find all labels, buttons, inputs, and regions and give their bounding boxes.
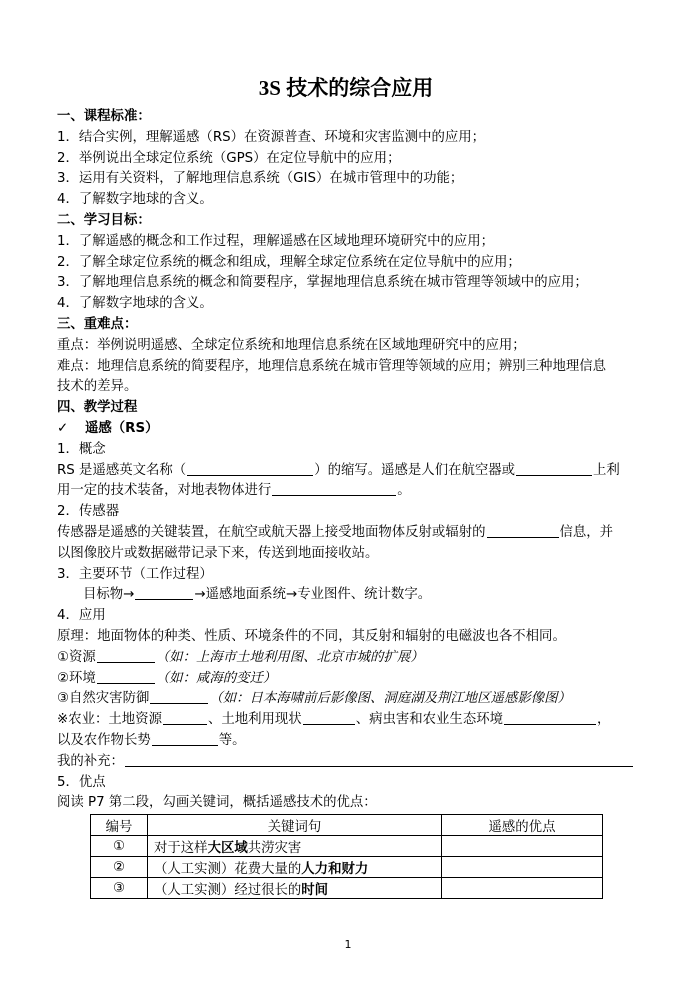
fill-blank-disaster[interactable] — [150, 689, 208, 704]
focus-text: 重点：举例说明遥感、全球定位系统和地理信息系统在区域地理研究中的应用； — [57, 337, 526, 353]
app-disaster — [57, 689, 635, 710]
concept-heading: 1．概念 — [57, 441, 106, 457]
difficulty-text: 难点：地理信息系统的简要程序，地理信息系统在城市管理等领域的应用；辨别三种地理信息 — [57, 358, 607, 374]
text-run: （人工实测）经过很长的 — [154, 882, 302, 898]
text-run: 对于这样 — [154, 840, 208, 856]
text-run: ， — [597, 712, 611, 728]
app-resource — [57, 648, 635, 669]
rs-definition — [57, 461, 635, 482]
text-run: ②环境 — [57, 670, 96, 686]
checkmark-icon: ✓ — [57, 420, 69, 436]
application-heading: 4．应用 — [57, 608, 106, 624]
bold-keyword: 和 — [328, 861, 342, 877]
text-run: 。 — [397, 483, 411, 499]
fill-blank-environment[interactable] — [97, 669, 155, 684]
standard-item: 2．举例说出全球定位系统（GPS）在定位导航中的应用； — [57, 150, 401, 166]
app-agriculture-cont — [57, 731, 635, 752]
advantages-heading: 5．优点 — [57, 774, 106, 790]
fill-blank-crop[interactable] — [152, 731, 218, 746]
advantage-cell[interactable] — [442, 836, 603, 857]
subheading-rs — [57, 419, 635, 440]
table-header: 编号 — [91, 815, 148, 836]
keyword-cell — [148, 836, 442, 857]
keyword-table — [90, 814, 603, 899]
standard-item: 3．运用有关资料，了解地理信息系统（GIS）在城市管理中的功能； — [57, 171, 464, 187]
text-run: ※农业：土地资源 — [57, 712, 162, 728]
table-header: 关键词句 — [148, 815, 442, 836]
fill-blank-land-use[interactable] — [303, 710, 355, 725]
example-text: （如：咸海的变迁） — [155, 670, 277, 686]
fill-blank-rs-english[interactable] — [187, 461, 313, 476]
advantage-cell[interactable] — [442, 878, 603, 899]
fill-blank-spacecraft[interactable] — [516, 461, 592, 476]
fill-blank-ecology[interactable] — [504, 710, 596, 725]
text-run: 用一定的技术装备，对地表物体进行 — [57, 483, 272, 499]
app-agriculture — [57, 710, 635, 731]
text-run: 上利 — [593, 462, 620, 478]
row-number: ① — [91, 836, 148, 857]
bold-keyword: 财力 — [341, 861, 369, 877]
table-row — [91, 857, 603, 878]
rs-definition-cont — [57, 481, 635, 502]
bold-keyword: 人力 — [301, 861, 329, 877]
text-run: 以及农作物长势 — [57, 732, 151, 748]
subheading-rs-label: 遥感（RS） — [85, 420, 159, 436]
row-number: ② — [91, 857, 148, 878]
process-flow — [57, 585, 635, 606]
document-body — [57, 107, 635, 814]
text-run: ③自然灾害防御 — [57, 691, 150, 707]
bold-keyword: 时间 — [301, 882, 329, 898]
fill-blank-resource[interactable] — [97, 648, 155, 663]
text-run: 传感器是遥感的关键装置，在航空或航天器上接受地面物体反射或辐射的 — [57, 524, 486, 540]
principle-text: 原理：地面物体的种类、性质、环境条件的不同，其反射和辐射的电磁波也各不相同。 — [57, 628, 566, 644]
fill-blank-supplement[interactable] — [125, 752, 633, 767]
my-supplement — [57, 752, 635, 773]
difficulty-text-cont: 技术的差异。 — [57, 379, 138, 395]
row-number: ③ — [91, 878, 148, 899]
section-heading-process: 四、教学过程 — [57, 400, 138, 416]
table-row — [91, 878, 603, 899]
text-run: ①资源 — [57, 649, 96, 665]
goal-item: 2．了解全球定位系统的概念和组成，理解全球定位系统在定位导航中的应用； — [57, 254, 521, 270]
sensor-text — [57, 523, 635, 544]
section-heading-goals: 二、学习目标： — [57, 212, 151, 228]
text-run: RS 是遥感英文名称（ — [57, 462, 187, 478]
text-run: 等。 — [218, 732, 246, 748]
goal-item: 3．了解地理信息系统的概念和简要程序，掌握地理信息系统在城市管理等领域中的应用； — [57, 275, 588, 291]
goal-item: 1．了解遥感的概念和工作过程，理解遥感在区域地理环境研究中的应用； — [57, 233, 495, 249]
text-run: 信息，并 — [559, 524, 614, 540]
keyword-cell — [148, 878, 442, 899]
standard-item: 1．结合实例，理解遥感（RS）在资源普查、环境和灾害监测中的应用； — [57, 129, 486, 145]
text-run: ）的缩写。遥感是人们在航空器或 — [314, 462, 516, 478]
example-text: （如：日本海啸前后影像图、洞庭湖及荆江地区遥感影像图） — [209, 691, 571, 707]
process-heading: 3．主要环节（工作过程） — [57, 566, 213, 582]
fill-blank-detection[interactable] — [272, 481, 396, 496]
text-run: 、土地利用现状 — [207, 712, 302, 728]
page-title: 3S 技术的综合应用 — [258, 76, 434, 100]
text-run: 共涝灾害 — [247, 840, 302, 856]
fill-blank-process[interactable] — [135, 585, 193, 600]
example-text: （如：上海市土地利用图、北京市城的扩展） — [155, 649, 424, 665]
section-heading-standards: 一、课程标准： — [57, 109, 151, 124]
standard-item: 4．了解数字地球的含义。 — [57, 192, 213, 208]
app-environment — [57, 669, 635, 690]
advantage-cell[interactable] — [442, 857, 603, 878]
sensor-text-cont: 以图像胶片或数据磁带记录下来，传送到地面接收站。 — [57, 545, 379, 561]
bold-keyword: 大区域 — [207, 840, 248, 856]
text-run: 目标物→ — [83, 587, 135, 603]
table-header: 遥感的优点 — [442, 815, 603, 836]
text-run: （人工实测）花费大量的 — [154, 861, 302, 877]
fill-blank-land-resource[interactable] — [163, 710, 207, 725]
goal-item: 4．了解数字地球的含义。 — [57, 296, 213, 312]
table-row — [91, 836, 603, 857]
sensor-heading: 2．传感器 — [57, 504, 120, 520]
section-heading-key-points: 三、重难点： — [57, 316, 138, 332]
text-run: 、病虫害和农业生态环境 — [355, 712, 503, 728]
fill-blank-wave[interactable] — [487, 523, 559, 538]
keyword-cell — [148, 857, 442, 878]
table-header-row — [91, 815, 603, 836]
text-run: →遥感地面系统→专业图件、统计数字。 — [194, 587, 432, 603]
page-number: 1 — [344, 938, 352, 951]
reading-instruction: 阅读 P7 第二段，勾画关键词，概括遥感技术的优点： — [57, 795, 377, 811]
text-run: 我的补充： — [57, 753, 124, 769]
